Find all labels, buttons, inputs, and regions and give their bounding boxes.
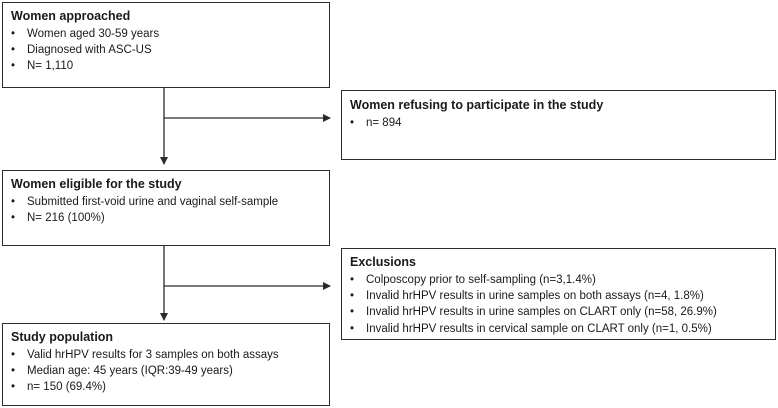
list-item: • Women aged 30-59 years (11, 26, 321, 42)
women-refusing-box (341, 90, 776, 160)
women-eligible-box (2, 170, 330, 246)
box-title: Women approached (11, 9, 131, 23)
study-population-box (2, 323, 330, 406)
box-title: Exclusions (350, 255, 416, 269)
list-item: • n= 894 (350, 115, 767, 131)
list-item: • Valid hrHPV results for 3 samples on both assays (11, 347, 321, 363)
box-list (11, 26, 321, 75)
list-item: • Invalid hrHPV results in urine samples on both assays (n=4, 1.8%) (350, 288, 767, 304)
box-title: Study population (11, 330, 114, 344)
list-item: • n= 150 (69.4%) (11, 379, 321, 395)
women-approached-box (2, 2, 330, 88)
list-item: • Invalid hrHPV results in urine samples on CLART only (n=58, 26.9%) (350, 304, 767, 320)
list-item: • N= 216 (100%) (11, 210, 321, 226)
list-item: • N= 1,110 (11, 58, 321, 74)
box-list (350, 272, 767, 337)
box-title: Women eligible for the study (11, 177, 182, 191)
box-list (11, 347, 321, 396)
list-item: • Colposcopy prior to self-sampling (n=3,1.4%) (350, 272, 767, 288)
exclusions-box (341, 248, 776, 340)
list-item: • Diagnosed with ASC-US (11, 42, 321, 58)
box-list (11, 194, 321, 226)
list-item: • Submitted first-void urine and vaginal self-sample (11, 194, 321, 210)
box-title: Women refusing to participate in the study (350, 98, 604, 112)
box-list (350, 115, 767, 131)
list-item: • Invalid hrHPV results in cervical sample on CLART only (n=1, 0.5%) (350, 321, 767, 337)
list-item: • Median age: 45 years (IQR:39-49 years) (11, 363, 321, 379)
